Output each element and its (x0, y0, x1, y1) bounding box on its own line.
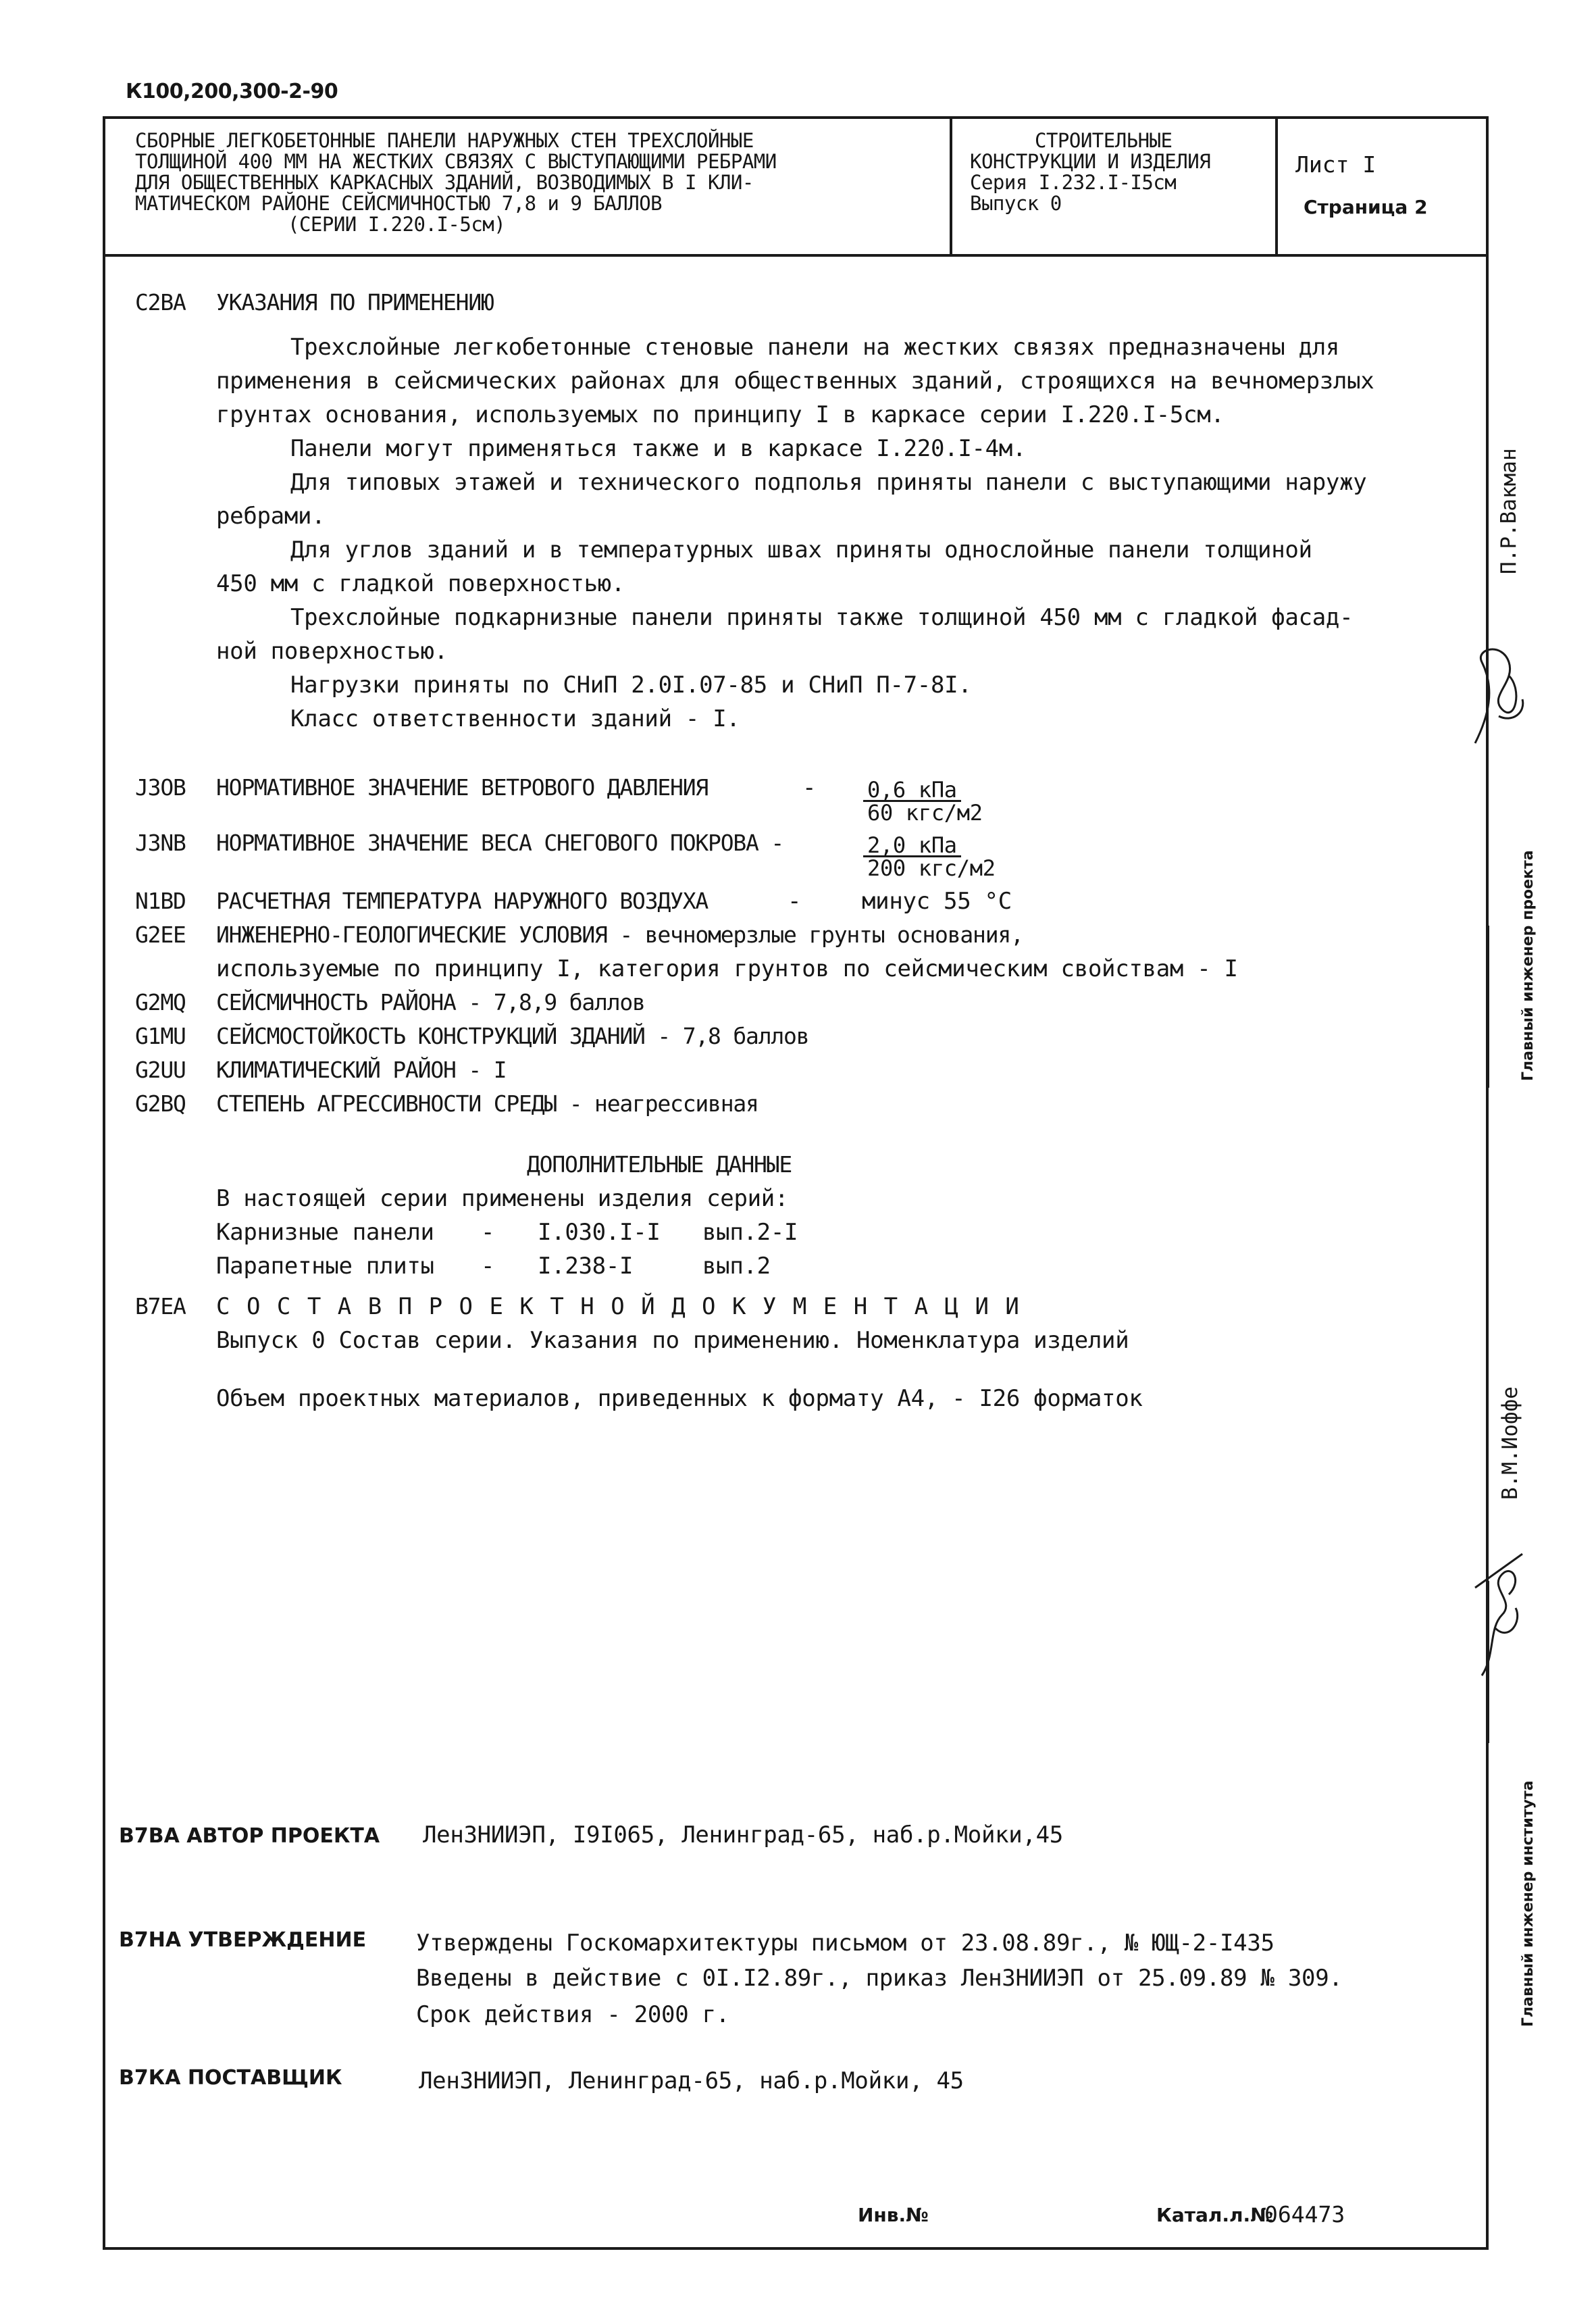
header-category (970, 130, 1210, 214)
geo-code: G2EE (135, 922, 186, 948)
author-text: ЛенЗНИИЭП, I9I065, Ленинград-65, наб.р.Мойки,45 (423, 1821, 1063, 1848)
snow-value-kgs: 200 кгс/м2 (867, 855, 996, 881)
temp-label: РАСЧЕТНАЯ ТЕМПЕРАТУРА НАРУЖНОГО ВОЗДУХА (216, 888, 709, 914)
header-title-line-1: СБОРНЫЕ ЛЕГКОБЕТОННЫЕ ПАНЕЛИ НАРУЖНЫХ СТЕН ТРЕХСЛОЙНЫЕ (135, 129, 754, 152)
snow-value-kpa: 2,0 кПа (863, 835, 961, 857)
wind-dash: - (802, 774, 817, 801)
usage-line-6: ребрами. (216, 503, 326, 530)
usage-line-8: 450 мм с гладкой поверхностью. (216, 570, 625, 597)
wind-value-kgs: 60 кгс/м2 (867, 800, 983, 826)
additional-title: ДОПОЛНИТЕЛЬНЫЕ ДАННЫЕ (527, 1151, 792, 1178)
wind-code: J3OB (135, 774, 186, 801)
additional-row-1-issue: вып.2-I (702, 1219, 798, 1246)
additional-row-1-name: Карнизные панели (216, 1219, 434, 1246)
usage-line-7: Для углов зданий и в температурных швах приняты однослойные панели толщиной (290, 536, 1312, 563)
supplier-text: ЛенЗНИИЭП, Ленинград-65, наб.р.Мойки, 45 (419, 2067, 964, 2094)
aggr-code: G2BQ (135, 1090, 186, 1117)
additional-row-2-name: Парапетные плиты (216, 1253, 434, 1280)
additional-intro: В настоящей серии применены изделия серий: (216, 1185, 789, 1212)
usage-section-code: С2ВА (135, 289, 186, 316)
approval-label: В7НА УТВЕРЖДЕНИЕ (119, 1928, 367, 1952)
approval-line-3: Срок действия - 2000 г. (416, 2001, 729, 2028)
usage-line-11: Нагрузки приняты по СНиП 2.0I.07-85 и СНиП П-7-8I. (290, 672, 972, 699)
document-code: К100,200,300-2-90 (126, 80, 338, 103)
catalog-number: 064473 (1264, 2201, 1345, 2228)
temp-code: N1BD (135, 888, 186, 914)
usage-section-title: УКАЗАНИЯ ПО ПРИМЕНЕНИЮ (216, 289, 494, 316)
inventory-label: Инв.№ (858, 2204, 929, 2226)
snow-value (863, 832, 1000, 881)
usage-line-9: Трехслойные подкарнизные панели приняты также толщиной 450 мм с гладкой фасад- (290, 604, 1354, 631)
composition-volume-line: Объем проектных материалов, приведенных к формату А4, - I26 форматок (216, 1385, 1143, 1412)
header-category-line-2: КОНСТРУКЦИИ И ИЗДЕЛИЯ (970, 150, 1211, 173)
header-title (135, 130, 777, 235)
wind-label: НОРМАТИВНОЕ ЗНАЧЕНИЕ ВЕТРОВОГО ДАВЛЕНИЯ (216, 774, 709, 801)
wind-value-kpa: 0,6 кПа (863, 780, 961, 802)
temp-dash: - (788, 888, 802, 915)
catalog-label: Катал.л.№ (1156, 2204, 1273, 2226)
header-divider (103, 254, 1489, 257)
snow-label: НОРМАТИВНОЕ ЗНАЧЕНИЕ ВЕСА СНЕГОВОГО ПОКРОВА - (216, 830, 784, 856)
composition-issue-line: Выпуск 0 Состав серии. Указания по применению. Номенклатура изделий (216, 1327, 1129, 1354)
usage-line-5: Для типовых этажей и технического подполья приняты панели с выступающими наружу (290, 469, 1367, 496)
signature-divider-top (1487, 926, 1489, 1088)
usage-line-2: применения в сейсмических районах для общественных зданий, строящихся на вечномерзлых (216, 368, 1374, 395)
signature-bottom (1462, 1547, 1536, 1682)
seismicity-code: G2MQ (135, 989, 186, 1015)
header-title-line-5: (СЕРИИ I.220.I-5см) (288, 213, 506, 236)
wind-value (863, 777, 987, 826)
approval-line-1: Утверждены Госкомархитектуры письмом от 23.08.89г., № ЮЩ-2-I435 (416, 1930, 1275, 1957)
additional-row-2-dash: - (481, 1253, 495, 1280)
climate-code: G2UU (135, 1057, 186, 1083)
snow-code: J3NB (135, 830, 186, 856)
composition-code: B7EA (135, 1293, 186, 1319)
header-title-line-2: ТОЛЩИНОЙ 400 ММ НА ЖЕСТКИХ СВЯЗЯХ С ВЫСТУПАЮЩИМИ РЕБРАМИ (135, 150, 777, 173)
composition-title: С О С Т А В П Р О Е К Т Н О Й Д О К У М Е Н Т А Ц И И (216, 1293, 1021, 1320)
usage-line-10: ной поверхностью. (216, 638, 448, 665)
additional-row-1-dash: - (481, 1219, 495, 1246)
header-vline-1 (950, 116, 952, 255)
additional-row-2-issue: вып.2 (702, 1253, 771, 1280)
page-label: Страница 2 (1304, 196, 1428, 218)
header-category-line-1: СТРОИТЕЛЬНЫЕ (1035, 129, 1173, 152)
header-title-line-3: ДЛЯ ОБЩЕСТВЕННЫХ КАРКАСНЫХ ЗДАНИЙ, ВОЗВОДИМЫХ В I КЛИ- (135, 171, 754, 194)
approval-line-2: Введены в действие с 0I.I2.89г., приказ ЛенЗНИИЭП от 25.09.89 № 309. (416, 1965, 1343, 1992)
seismicity-text: СЕЙСМИЧНОСТЬ РАЙОНА - 7,8,9 баллов (216, 989, 645, 1015)
climate-text: КЛИМАТИЧЕСКИЙ РАЙОН - I (216, 1057, 507, 1083)
temp-value: минус 55 °С (862, 888, 1012, 915)
geo-line-2: используемые по принципу I, категория грунтов по сейсмическим свойствам - I (216, 955, 1238, 982)
aggr-text: СТЕПЕНЬ АГРЕССИВНОСТИ СРЕДЫ - неагрессивная (216, 1090, 758, 1117)
header-vline-2 (1275, 116, 1278, 255)
usage-line-1: Трехслойные легкобетонные стеновые панели на жестких связях предназначены для (290, 334, 1340, 361)
resistance-text: СЕЙСМОСТОЙКОСТЬ КОНСТРУКЦИЙ ЗДАНИЙ - 7,8 баллов (216, 1023, 809, 1049)
usage-line-4: Панели могут применяться также и в каркасе I.220.I-4м. (290, 435, 1027, 462)
header-title-line-4: МАТИЧЕСКОМ РАЙОНЕ СЕЙСМИЧНОСТЬЮ 7,8 и 9 БАЛЛОВ (135, 192, 663, 215)
usage-line-12: Класс ответственности зданий - I. (290, 705, 740, 732)
author-label: В7ВА АВТОР ПРОЕКТА (119, 1824, 380, 1848)
name-bottom: В.М.Иоффе (1498, 1386, 1522, 1500)
header-category-line-3: Серия I.232.I-I5см (970, 171, 1177, 194)
header-category-line-4: Выпуск 0 (970, 192, 1062, 215)
geo-line-1: ИНЖЕНЕРНО-ГЕОЛОГИЧЕСКИЕ УСЛОВИЯ - вечномерзлые грунты основания, (216, 922, 1023, 948)
supplier-label: В7КА ПОСТАВЩИК (119, 2066, 342, 2090)
signature-top (1462, 635, 1536, 750)
role-bottom: Главный инженер института (1520, 1780, 1537, 2027)
role-top: Главный инженер проекта (1520, 850, 1537, 1081)
sheet-label: Лист I (1295, 151, 1376, 178)
name-top: П.Р.Вакман (1497, 448, 1521, 574)
additional-row-1-series: I.030.I-I (538, 1219, 661, 1246)
additional-row-2-series: I.238-I (538, 1253, 634, 1280)
usage-line-3: грунтах основания, используемых по принципу I в каркасе серии I.220.I-5см. (216, 401, 1225, 428)
resistance-code: G1MU (135, 1023, 186, 1049)
